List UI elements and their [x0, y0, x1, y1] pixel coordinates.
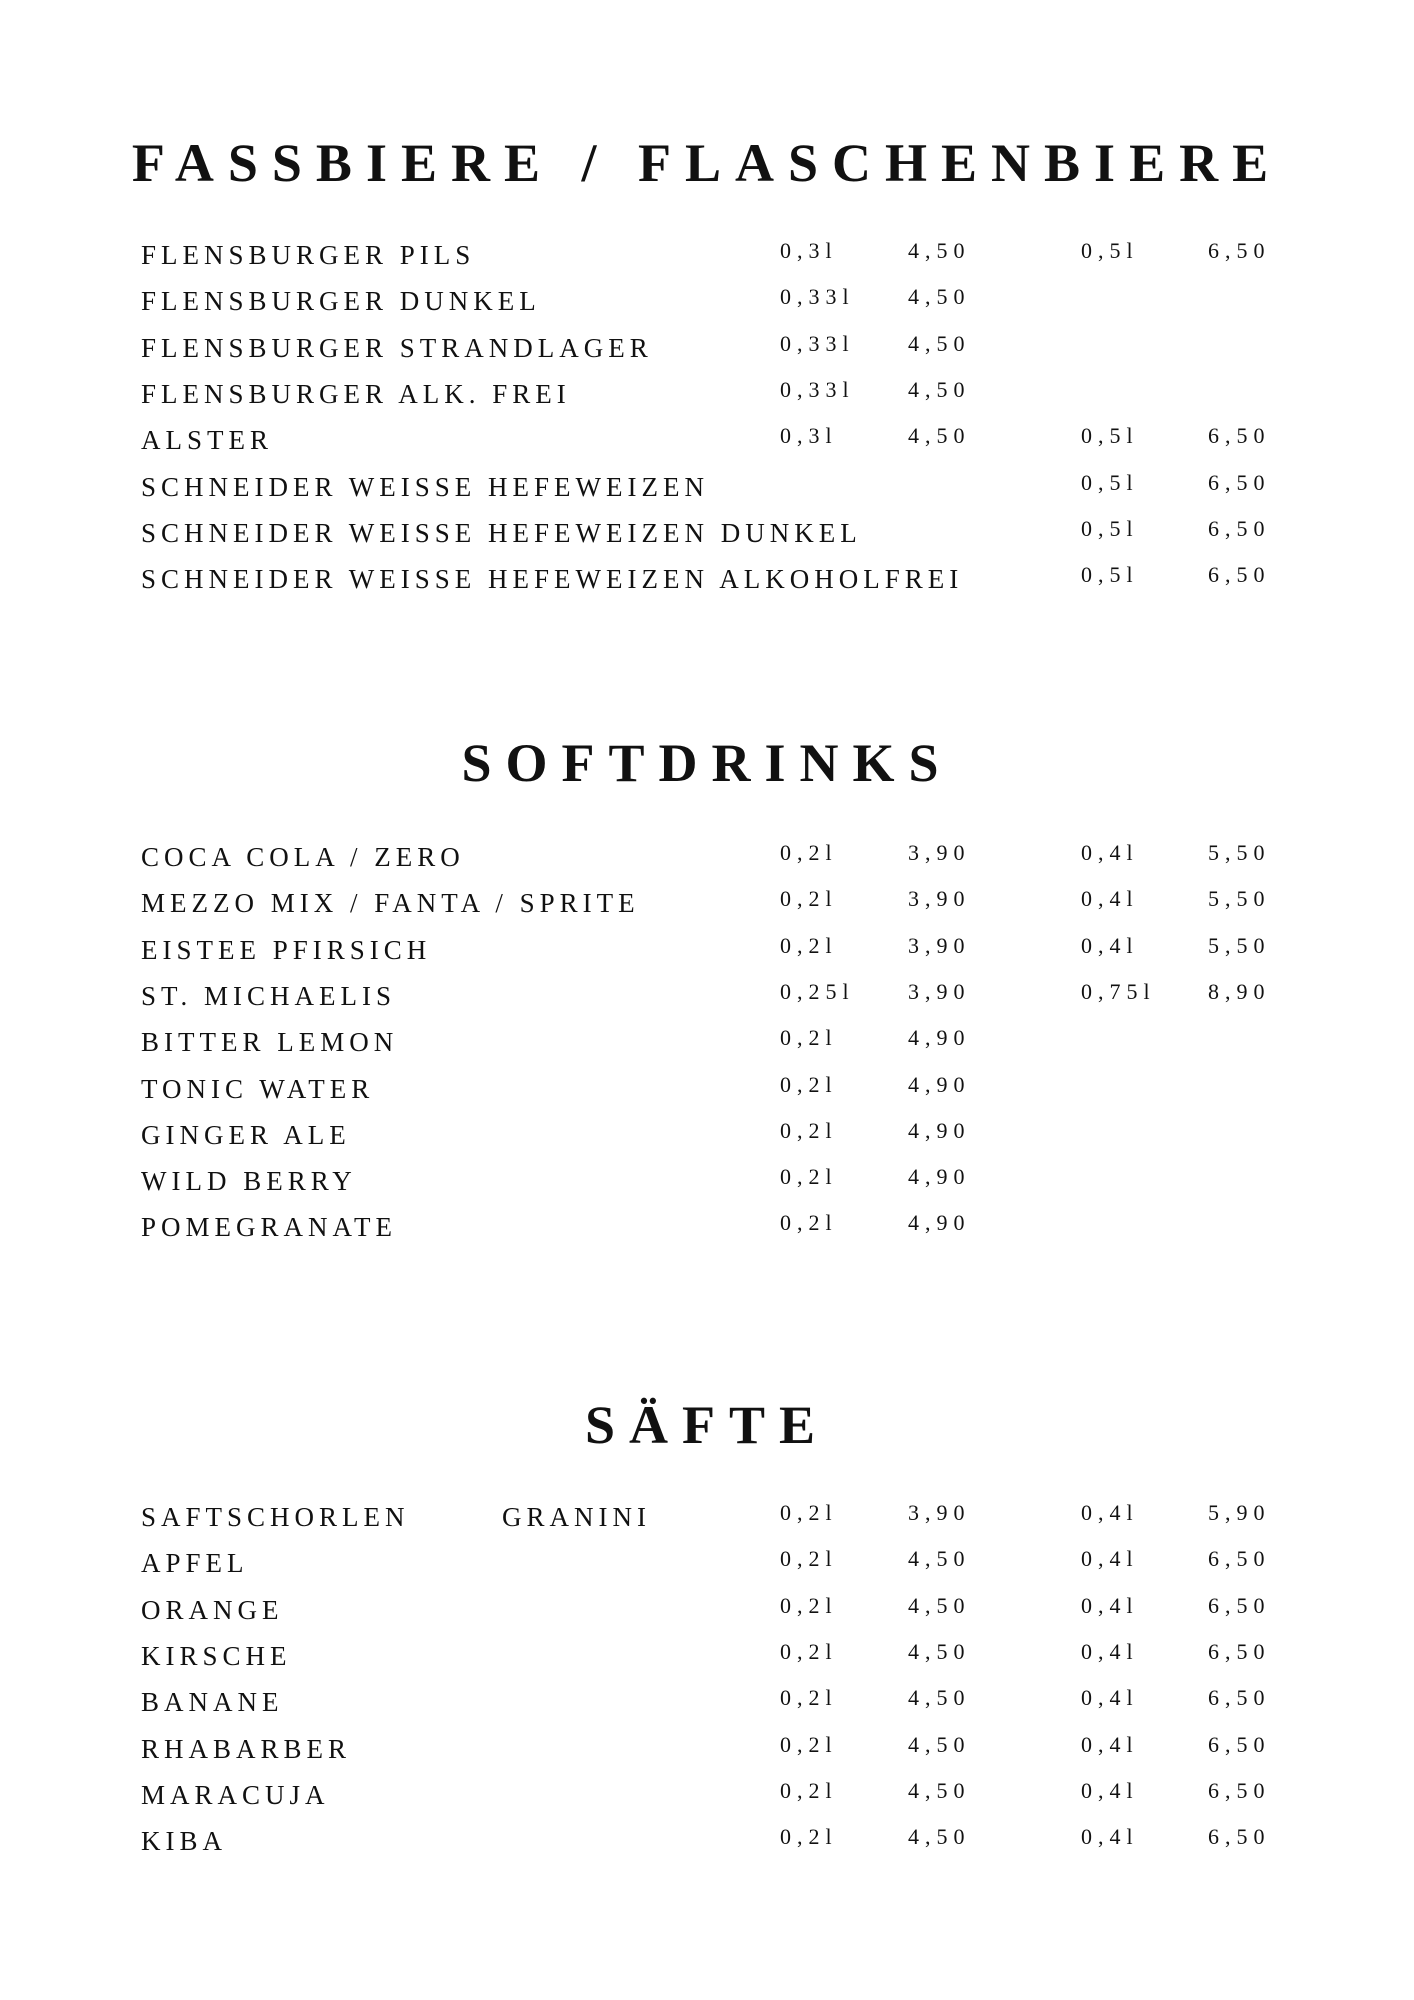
menu-item-row: [0, 932, 1414, 981]
menu-item-row: [0, 1166, 1414, 1212]
item-volume-large: 0,4l: [1081, 1731, 1139, 1757]
item-price-small: 4,90: [908, 1025, 971, 1051]
section-title-softdrinks: SOFTDRINKS: [461, 733, 953, 793]
menu-item-row: [0, 330, 1414, 379]
item-name: ALSTER: [141, 425, 274, 456]
item-price-small: 4,50: [908, 1777, 971, 1803]
item-name: TONIC WATER: [141, 1073, 375, 1104]
item-volume-large: 0,5l: [1081, 238, 1139, 263]
item-price-small: 4,90: [908, 1210, 971, 1236]
menu-item-row: [0, 1548, 1414, 1594]
item-volume-small: 0,2l: [780, 1164, 838, 1190]
item-price-small: 4,90: [908, 1117, 971, 1143]
item-volume-large: 0,4l: [1081, 1685, 1139, 1711]
menu-item-row: [0, 1212, 1414, 1258]
item-price-large: 6,50: [1208, 1546, 1271, 1572]
menu-item-row: [0, 1027, 1414, 1073]
item-volume-large: 0,5l: [1081, 423, 1139, 449]
item-name: FLENSBURGER DUNKEL: [141, 286, 541, 317]
item-price-small: 4,50: [908, 1592, 971, 1618]
item-volume-large: 0,4l: [1081, 1777, 1139, 1803]
item-name: EISTEE PFIRSICH: [141, 934, 432, 965]
item-price-small: 3,90: [908, 932, 971, 958]
item-price-small: 4,50: [908, 1824, 971, 1850]
item-volume-small: 0,33l: [780, 376, 855, 402]
item-volume-large: 0,4l: [1081, 1638, 1139, 1664]
item-volume-small: 0,2l: [780, 932, 838, 958]
item-volume-small: 0,2l: [780, 1546, 838, 1572]
item-price-small: 4,50: [908, 284, 971, 310]
item-volume-large: 0,4l: [1081, 1546, 1139, 1572]
item-price-large: 6,50: [1208, 562, 1271, 588]
item-price-large: 5,50: [1208, 840, 1271, 865]
item-volume-small: 0,2l: [780, 1824, 838, 1850]
item-volume-large: 0,4l: [1081, 1592, 1139, 1618]
item-volume-small: 0,3l: [780, 423, 838, 449]
item-volume-large: 0,5l: [1081, 562, 1139, 588]
item-price-large: 5,50: [1208, 932, 1271, 958]
item-price-large: 6,50: [1208, 1592, 1271, 1618]
item-price-large: 5,50: [1208, 886, 1271, 912]
item-volume-small: 0,2l: [780, 1210, 838, 1236]
menu-item-row: [0, 1071, 1414, 1120]
item-name: SCHNEIDER WEISSE HEFEWEIZEN: [141, 471, 709, 502]
item-price-large: 6,50: [1208, 1685, 1271, 1711]
menu-item-row: [0, 842, 1414, 888]
item-volume-small: 0,2l: [780, 1500, 838, 1525]
menu-item-row: [0, 1731, 1414, 1780]
item-price-small: 4,50: [908, 238, 971, 263]
item-volume-large: 0,4l: [1081, 840, 1139, 865]
item-volume-large: 0,5l: [1081, 515, 1139, 541]
item-volume-small: 0,33l: [780, 330, 855, 356]
menu-item-row: [0, 286, 1414, 332]
item-price-large: 6,50: [1208, 515, 1271, 541]
section-title-saefte: SÄFTE: [584, 1395, 830, 1455]
item-volume-small: 0,2l: [780, 1071, 838, 1097]
menu-item-row: [0, 1502, 1414, 1548]
item-price-small: 4,50: [908, 330, 971, 356]
item-name: FLENSBURGER PILS: [141, 240, 476, 270]
item-price-small: 4,50: [908, 1638, 971, 1664]
item-volume-large: 0,4l: [1081, 932, 1139, 958]
item-price-large: 6,50: [1208, 469, 1271, 495]
item-volume-small: 0,2l: [780, 886, 838, 912]
item-name: ST. MICHAELIS: [141, 980, 397, 1011]
item-name: SAFTSCHORLEN: [141, 1502, 410, 1532]
item-volume-small: 0,2l: [780, 1638, 838, 1664]
item-brand: GRANINI: [502, 1502, 651, 1532]
item-volume-small: 0,2l: [780, 840, 838, 865]
item-volume-small: 0,2l: [780, 1731, 838, 1757]
menu-item-row: [0, 888, 1414, 934]
menu-item-row: [0, 1638, 1414, 1687]
item-volume-large: 0,4l: [1081, 886, 1139, 912]
item-volume-large: 0,75l: [1081, 978, 1156, 1004]
item-name: ORANGE: [141, 1594, 284, 1625]
menu-item-row: [0, 1687, 1414, 1733]
item-name: BANANE: [141, 1687, 284, 1718]
item-volume-small: 0,25l: [780, 978, 855, 1004]
item-price-large: 8,90: [1208, 978, 1271, 1004]
item-volume-small: 0,2l: [780, 1685, 838, 1711]
item-volume-small: 0,33l: [780, 284, 855, 310]
item-name: RHABARBER: [141, 1733, 352, 1764]
item-price-large: 5,90: [1208, 1500, 1271, 1525]
item-volume-small: 0,2l: [780, 1777, 838, 1803]
item-name: APFEL: [141, 1548, 249, 1579]
menu-item-row: [0, 515, 1414, 564]
menu-item-row: [0, 425, 1414, 471]
item-name: FLENSBURGER STRANDLAGER: [141, 332, 653, 363]
menu-item-row: [0, 376, 1414, 425]
item-name: MEZZO MIX / FANTA / SPRITE: [141, 888, 640, 919]
menu-item-row: [0, 564, 1414, 610]
item-name: FLENSBURGER ALK. FREI: [141, 378, 571, 409]
item-price-small: 4,50: [908, 376, 971, 402]
item-price-large: 6,50: [1208, 1731, 1271, 1757]
menu-item-row: [0, 240, 1414, 286]
item-volume-large: 0,4l: [1081, 1500, 1139, 1525]
item-name: MARACUJA: [141, 1779, 330, 1810]
item-price-small: 4,50: [908, 423, 971, 449]
item-price-large: 6,50: [1208, 1777, 1271, 1803]
menu-item-row: [0, 1777, 1414, 1826]
item-price-large: 6,50: [1208, 238, 1271, 263]
item-name: WILD BERRY: [141, 1166, 357, 1197]
item-volume-small: 0,3l: [780, 238, 838, 263]
item-price-large: 6,50: [1208, 1824, 1271, 1850]
item-name: SCHNEIDER WEISSE HEFEWEIZEN DUNKEL: [141, 517, 862, 548]
item-volume-large: 0,4l: [1081, 1824, 1139, 1850]
item-price-small: 4,50: [908, 1731, 971, 1757]
item-price-small: 4,50: [908, 1546, 971, 1572]
item-name: BITTER LEMON: [141, 1027, 399, 1058]
menu-item-row: [0, 469, 1414, 518]
item-name: GINGER ALE: [141, 1119, 351, 1150]
item-name: KIBA: [141, 1826, 227, 1857]
item-price-small: 4,90: [908, 1164, 971, 1190]
item-price-small: 4,90: [908, 1071, 971, 1097]
item-price-small: 3,90: [908, 840, 971, 865]
menu-item-row: [0, 978, 1414, 1027]
item-name: KIRSCHE: [141, 1640, 292, 1671]
item-price-small: 3,90: [908, 886, 971, 912]
section-title-fassbiere: FASSBIERE / FLASCHENBIERE: [131, 133, 1283, 193]
menu-item-row: [0, 1592, 1414, 1641]
item-volume-small: 0,2l: [780, 1117, 838, 1143]
item-price-small: 3,90: [908, 978, 971, 1004]
item-name: COCA COLA / ZERO: [141, 842, 465, 872]
item-volume-small: 0,2l: [780, 1025, 838, 1051]
item-price-large: 6,50: [1208, 1638, 1271, 1664]
item-volume-large: 0,5l: [1081, 469, 1139, 495]
menu-item-row: [0, 1117, 1414, 1166]
item-name: POMEGRANATE: [141, 1212, 398, 1243]
item-price-small: 4,50: [908, 1685, 971, 1711]
item-price-large: 6,50: [1208, 423, 1271, 449]
item-volume-small: 0,2l: [780, 1592, 838, 1618]
menu-item-row: [0, 1826, 1414, 1872]
item-price-small: 3,90: [908, 1500, 971, 1525]
item-name: SCHNEIDER WEISSE HEFEWEIZEN ALKOHOLFREI: [141, 564, 964, 595]
